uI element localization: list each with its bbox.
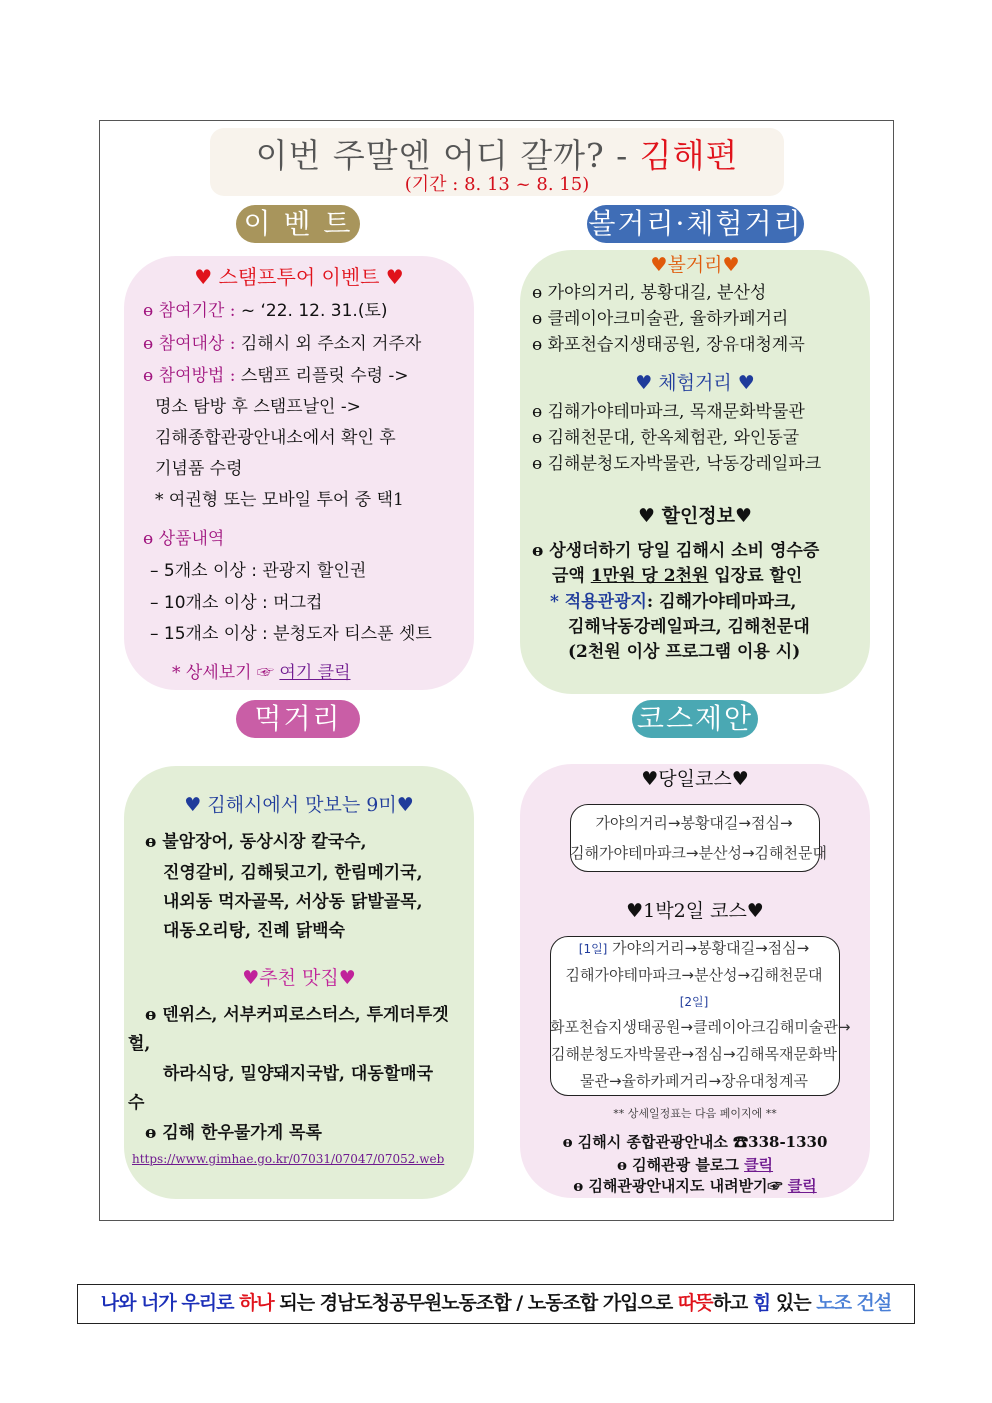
experience-item: ɵ 김해천문대, 한옥체험관, 와인동굴 xyxy=(532,428,800,448)
slogan-part: 하나 xyxy=(239,1292,274,1314)
day2-line: 물관→율하카페거리→장유대청계곡 xyxy=(580,1072,808,1090)
day-course-line: 가야의거리→봉황대길→점심→ xyxy=(595,814,793,832)
day-course-heading: ♥당일코스♥ xyxy=(641,768,749,790)
experience-item: ɵ 김해가야테마파크, 목재문화박물관 xyxy=(532,402,805,422)
slogan-part: 하고 xyxy=(712,1292,753,1314)
map-download-line: ɵ 김해관광안내지도 내려받기☞ 클릭 xyxy=(573,1177,817,1195)
slogan-part: 되는 경남도청공무원노동조합 / 노동조합 가입으로 xyxy=(273,1292,678,1314)
applied-sites: * 적용관광지: 김해가야테마파크, xyxy=(550,592,797,612)
hanwoo-list-link[interactable]: https://www.gimhae.go.kr/07031/07047/07052.web xyxy=(132,1152,445,1166)
food-list: 진영갈비, 김해뒷고기, 한림메기국, xyxy=(163,863,423,883)
recommend-line: 수 xyxy=(128,1093,145,1113)
tourist-info-center: ɵ 김해시 종합관광안내소 ☎338-1330 xyxy=(562,1133,828,1151)
discount-line: 금액 1만원 당 2천원 입장료 할인 xyxy=(552,566,803,586)
food-list: ɵ 불암장어, 동상시장 칼국수, xyxy=(145,832,367,852)
participation-method: ɵ 참여방법 : 스탬프 리플릿 수령 -> xyxy=(143,366,409,386)
sights-pill: 볼거리·체험거리 xyxy=(587,205,804,243)
applied-sites-line: 김해낙동강레일파크, 김해천문대 xyxy=(568,617,810,637)
day2-tag: [2일] xyxy=(679,995,709,1009)
blog-line: ɵ 김해관광 블로그 클릭 xyxy=(616,1156,774,1174)
detail-link[interactable]: 여기 클릭 xyxy=(279,663,351,683)
prizes-label: ɵ 상품내역 xyxy=(143,529,225,549)
recommend-line: 하라식당, 밀양돼지국밥, 대동할매국 xyxy=(163,1064,434,1084)
day1-line: 김해가야테마파크→분산성→김해천문대 xyxy=(565,966,823,984)
participation-period: ɵ 참여기간 : ~ ‘22. 12. 31.(토) xyxy=(143,301,388,321)
page-title: 이번 주말엔 어디 갈까? - 김해편 xyxy=(255,136,739,175)
union-slogan xyxy=(77,1284,915,1324)
detail-view: * 상세보기 ☞ 여기 클릭 xyxy=(172,663,351,683)
recommend-line: 헐, xyxy=(128,1034,151,1054)
food-list: 내외동 먹자골목, 서상동 닭발골목, xyxy=(163,892,423,912)
prize-item: – 5개소 이상 : 관광지 할인권 xyxy=(150,561,367,581)
discount-heading: ♥ 할인정보♥ xyxy=(637,505,753,527)
method-note: * 여권형 또는 모바일 투어 중 택1 xyxy=(155,490,404,510)
recommend-line: ɵ 김해 한우물가게 목록 xyxy=(145,1123,322,1143)
day1-tag: [1일] xyxy=(578,942,608,956)
slogan-part: 힘 xyxy=(752,1292,771,1314)
method-line: 기념품 수령 xyxy=(155,459,243,479)
experience-heading: ♥ 체험거리 ♥ xyxy=(635,372,755,394)
view-item: ɵ 가야의거리, 봉황대길, 분산성 xyxy=(532,283,767,303)
discount-line: ɵ 상생더하기 당일 김해시 소비 영수증 xyxy=(532,541,820,561)
event-heading: ♥ 스탬프투어 이벤트 ♥ xyxy=(194,265,404,289)
event-pill: 이 벤 트 xyxy=(236,205,360,243)
method-line: 김해종합관광안내소에서 확인 후 xyxy=(155,428,396,448)
slogan-part: 있는 xyxy=(770,1292,817,1314)
slogan-part: 노조 건설 xyxy=(816,1292,892,1314)
view-item: ɵ 화포천습지생태공원, 장유대청계곡 xyxy=(532,335,805,355)
event-period: (기간 : 8. 13 ~ 8. 15) xyxy=(404,174,590,195)
map-download-link[interactable]: 클릭 xyxy=(787,1177,817,1195)
slogan-part: 나와 너가 우리로 xyxy=(100,1292,240,1314)
prize-item: – 15개소 이상 : 분청도자 티스푼 셋트 xyxy=(150,624,432,644)
slogan-part: 따뜻 xyxy=(677,1292,713,1314)
recommend-heading: ♥추천 맛집♥ xyxy=(242,967,356,989)
schedule-note: ** 상세일정표는 다음 페이지에 ** xyxy=(613,1107,777,1120)
recommend-line: ɵ 덴위스, 서부커피로스터스, 투게더투겟 xyxy=(145,1005,449,1025)
applied-sites-note: (2천원 이상 프로그램 이용 시) xyxy=(568,642,801,662)
day2-line: 화포천습지생태공원→클레이아크김해미술관→ xyxy=(550,1018,851,1036)
view-heading: ♥볼거리♥ xyxy=(650,254,740,276)
day1-line: [1일] 가야의거리→봉황대길→점심→ xyxy=(578,939,810,957)
title-accent: 김해편 xyxy=(639,136,739,175)
view-item: ɵ 클레이아크미술관, 율하카페거리 xyxy=(532,309,789,329)
day2-line: 김해분청도자박물관→점심→김해목재문화박 xyxy=(551,1045,837,1063)
course-pill: 코스제안 xyxy=(632,700,758,738)
experience-item: ɵ 김해분청도자박물관, 낙동강레일파크 xyxy=(532,454,822,474)
day-course-line: 김해가야테마파크→분산성→김해천문대 xyxy=(570,844,827,862)
food-list: 대동오리탕, 진례 닭백숙 xyxy=(163,921,345,941)
method-line: 명소 탐방 후 스탬프날인 -> xyxy=(155,397,361,417)
food-pill: 먹거리 xyxy=(236,700,360,738)
prize-item: – 10개소 이상 : 머그컵 xyxy=(150,593,323,613)
blog-link[interactable]: 클릭 xyxy=(744,1156,774,1174)
food-heading: ♥ 김해시에서 맛보는 9미♥ xyxy=(184,794,414,816)
overnight-course-heading: ♥1박2일 코스♥ xyxy=(626,900,764,922)
participation-target: ɵ 참여대상 : 김해시 외 주소지 거주자 xyxy=(143,334,422,354)
